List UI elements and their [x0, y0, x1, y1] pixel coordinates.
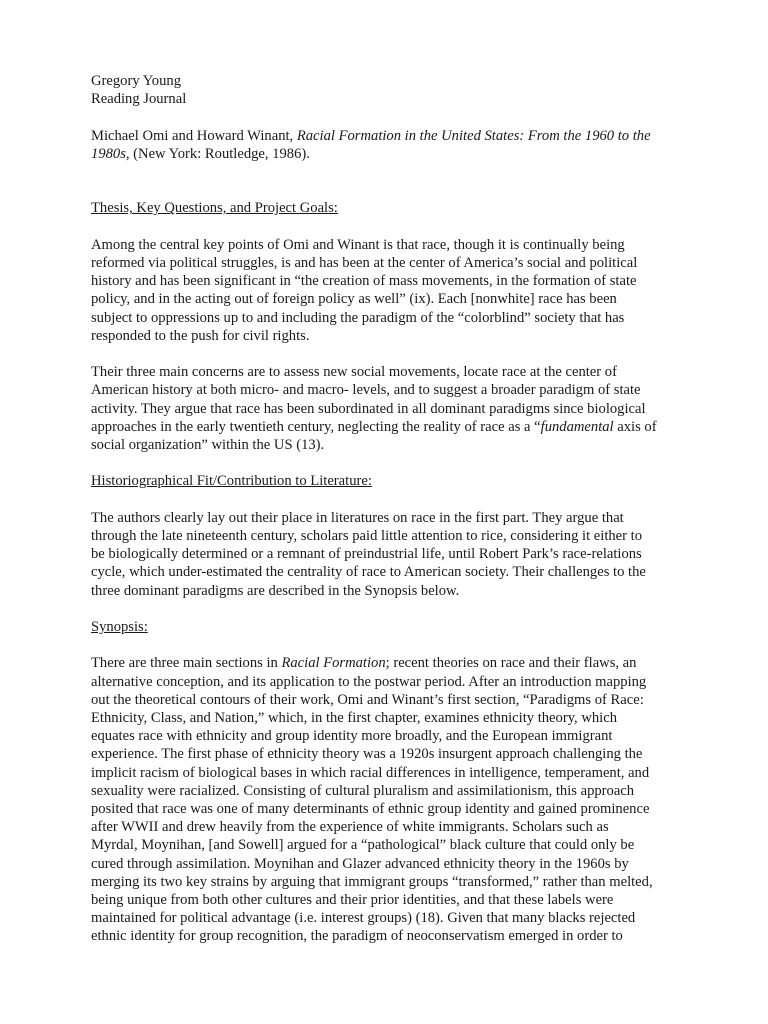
text-line: equates race with ethnicity and group identity more broadly, and the European immigrant — [91, 728, 613, 745]
text-line: out the theoretical contours of their work, Omi and Winant’s first section, “Paradigms of Race: — [91, 691, 644, 708]
text-line: reformed via political struggles, is and has been at the center of America’s social and political — [91, 254, 638, 271]
text-line: responded to the push for civil rights. — [91, 327, 310, 344]
thesis-paragraph-2 — [91, 363, 691, 454]
text-line: merging its two key strains by arguing that immigrant groups “transformed,” rather than melted, — [91, 873, 653, 890]
book-title: Racial Formation in the United States: From the 1960 to the — [296, 127, 651, 144]
text-line: Ethnicity, Class, and Nation,” which, in the first chapter, examines ethnicity theory, which — [91, 709, 618, 726]
text-line: being unique from both other cultures and their prior identities, and that these labels were — [91, 892, 614, 908]
citation-line-1: Michael Omi and Howard Winant, Racial Formation in the United States: From the 1960 to the — [91, 127, 651, 144]
emphasis-fundamental: fundamental — [540, 418, 614, 435]
text-line: history and has been significant in “the creation of mass movements, in the formation of state — [91, 273, 637, 290]
section-heading-thesis: Thesis, Key Questions, and Project Goals: — [91, 200, 338, 217]
emphasis-racial-formation: Racial Formation — [281, 655, 386, 672]
author-name: Gregory Young — [91, 73, 181, 89]
text-line: approaches in the early twentieth century, neglecting the reality of race as a “fundamental axis of — [91, 418, 657, 435]
text-line: three dominant paradigms are described in the Synopsis below. — [91, 582, 460, 599]
text-line: ethnic identity for group recognition, the paradigm of neoconservatism emerged in order to — [91, 928, 623, 945]
citation — [91, 127, 691, 163]
text-line: sexuality were racialized. Consisting of cultural pluralism and assimilationism, this approach — [91, 782, 635, 799]
synopsis-paragraph — [91, 654, 691, 945]
book-title-cont: 1980s, — [91, 145, 130, 162]
document-page — [91, 72, 691, 946]
text-line: policy, and in the acting out of foreign policy as well” (ix). Each [nonwhite] race has been — [91, 291, 617, 308]
text-line: maintained for political advantage (i.e. interest groups) (18). Given that many blacks rejected — [91, 910, 636, 927]
text-line: be biologically determined or a remnant of preindustrial life, until Robert Park’s race-relations — [91, 546, 642, 563]
thesis-paragraph-1 — [91, 236, 691, 345]
section-heading-synopsis: Synopsis: — [91, 618, 148, 635]
citation-line-2: 1980s, (New York: Routledge, 1986). — [91, 145, 310, 162]
text-line: through the late nineteenth century, scholars paid little attention to rice, considering it either to — [91, 527, 643, 544]
section-heading-historiography: Historiographical Fit/Contribution to Literature: — [91, 473, 372, 490]
text-line: posited that race was one of many determinants of ethnic group identity and gained prominence — [91, 800, 650, 817]
text-line: alternative conception, and its application to the postwar period. After an introduction mapping — [91, 673, 647, 690]
text-line: cycle, which under-estimated the centrality of race to American society. Their challenges to the — [91, 564, 646, 581]
text-line: implicit racism of biological bases in which racial differences in intelligence, temperament, and — [91, 764, 650, 781]
document-type: Reading Journal — [91, 91, 187, 108]
text-line: cured through assimilation. Moynihan and Glazer advanced ethnicity theory in the 1960s by — [91, 855, 629, 872]
text-line: after WWII and drew heavily from the experience of white immigrants. Scholars such as — [91, 819, 609, 836]
text-line: Myrdal, Moynihan, [and Sowell] argued for a “pathological” black culture that could only be — [91, 837, 635, 854]
text-line: There are three main sections in Racial Formation; recent theories on race and their flaws, an — [91, 655, 637, 672]
text-line: social organization” within the US (13). — [91, 436, 325, 453]
text-line: Among the central key points of Omi and Winant is that race, though it is continually being — [91, 236, 625, 253]
historiography-paragraph — [91, 509, 691, 600]
text-line: American history at both micro- and macro- levels, and to suggest a broader paradigm of state — [91, 382, 641, 399]
text-line: activity. They argue that race has been subordinated in all dominant paradigms since biological — [91, 400, 646, 417]
text-line: The authors clearly lay out their place in literatures on race in the first part. They argue that — [91, 509, 624, 526]
text-line: experience. The first phase of ethnicity theory was a 1920s insurgent approach challenging the — [91, 746, 643, 763]
text-line: Their three main concerns are to assess new social movements, locate race at the center of — [91, 364, 617, 381]
text-line: subject to oppressions up to and including the paradigm of the “colorblind” society that has — [91, 309, 625, 326]
